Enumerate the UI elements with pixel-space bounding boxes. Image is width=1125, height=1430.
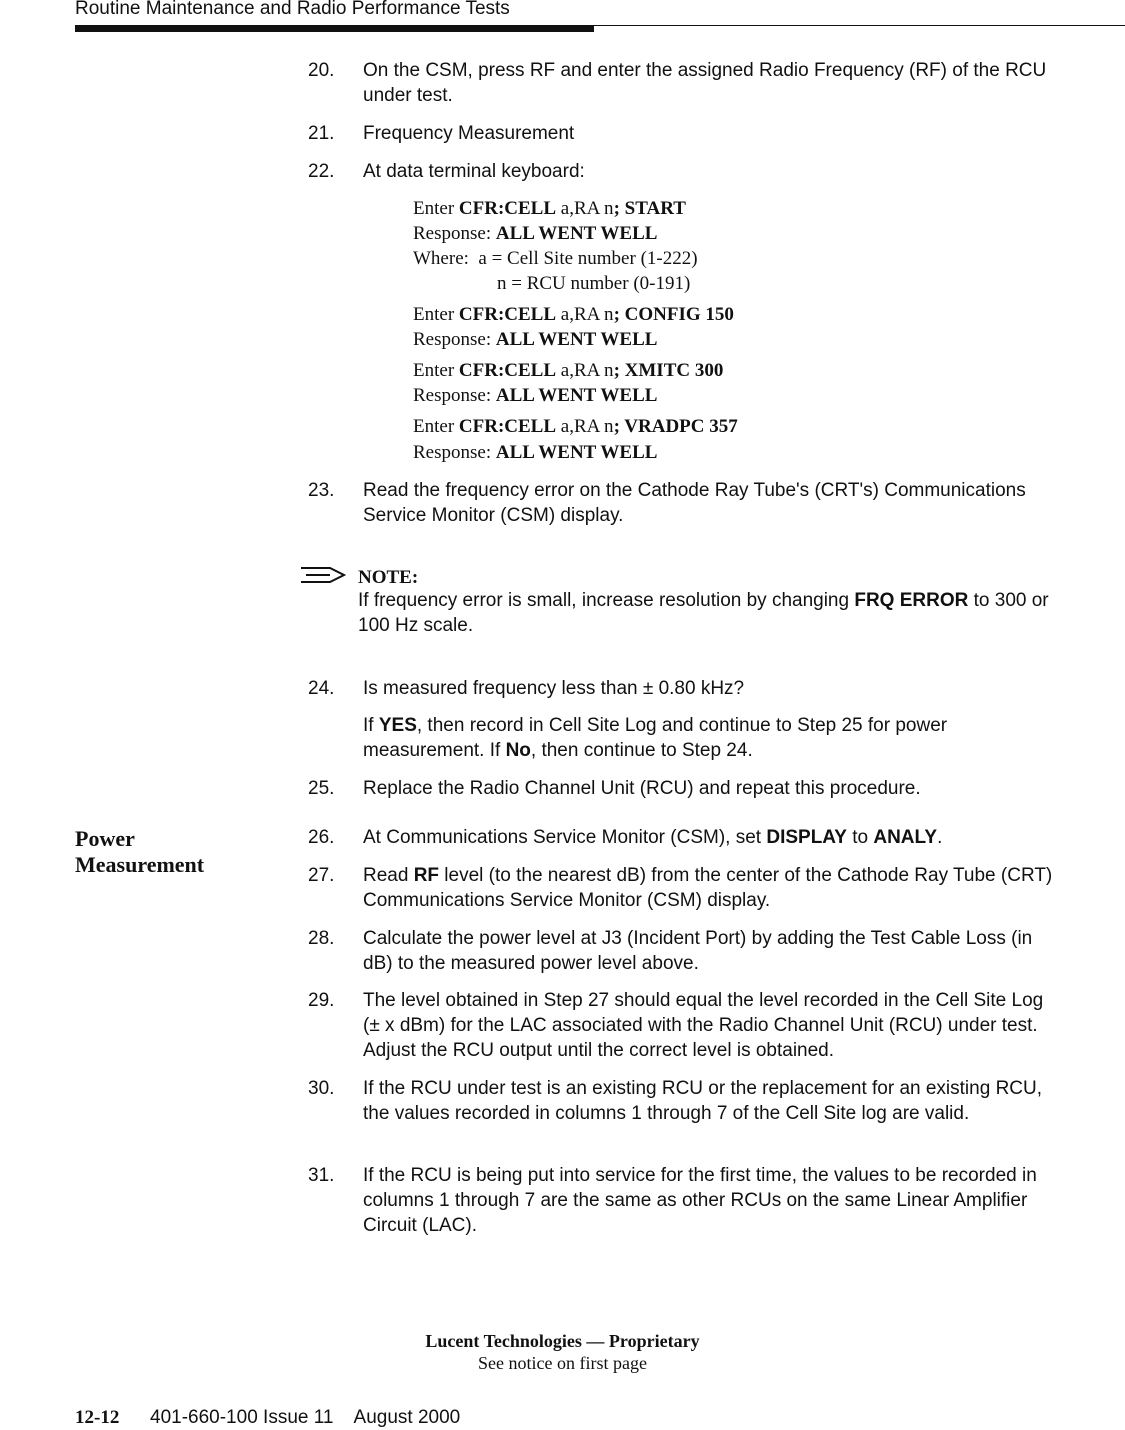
step-number: 26. — [308, 827, 335, 848]
command-prefix: CFR:CELL — [458, 416, 557, 437]
page-number: 12-12 — [75, 1407, 120, 1428]
command-prefix: CFR:CELL — [458, 198, 557, 219]
step-text: On the CSM, press RF and enter the assigned Radio Frequency (RF) of the RCU under test. — [363, 60, 1047, 106]
step-text: If the RCU is being put into service for the first time, the values to be recorded in columns 1 through 7 are the same as other RCUs on the same Linear Amplifier Circuit (LAC). — [363, 1165, 1037, 1236]
enter-label: Enter — [413, 416, 455, 437]
response-value: ALL WENT WELL — [495, 223, 658, 244]
command-line-1 — [413, 196, 686, 221]
response-line-1 — [413, 221, 657, 246]
command-args: a,RA n — [560, 416, 614, 437]
display-emphasis: DISPLAY — [766, 827, 847, 848]
step-number: 31. — [308, 1165, 335, 1186]
text-part: level (to the nearest dB) from the center of the Cathode Ray Tube (CRT) Communications Service Monitor (CSM) display. — [363, 865, 1053, 911]
step-text: Replace the Radio Channel Unit (RCU) and repeat this procedure. — [363, 778, 921, 799]
where-line-a — [413, 246, 698, 271]
proprietary-notice: Lucent Technologies — Proprietary — [425, 1331, 700, 1351]
no-emphasis: No — [505, 740, 531, 761]
step-text: If the RCU under test is an existing RCU or the replacement for an existing RCU, the values recorded in columns 1 through 7 of the Cell Site log are valid. — [363, 1078, 1043, 1124]
command-args: a,RA n — [560, 360, 614, 381]
response-value: ALL WENT WELL — [495, 442, 658, 463]
response-line-2 — [413, 327, 657, 352]
enter-label: Enter — [413, 198, 455, 219]
step-number: 21. — [308, 123, 335, 144]
note-text — [358, 588, 1058, 638]
step-text: Calculate the power level at J3 (Incident Port) by adding the Test Cable Loss (in dB) to the measured power level above. — [363, 928, 1033, 974]
yes-emphasis: YES — [378, 715, 417, 736]
rf-emphasis: RF — [413, 865, 440, 886]
note-label: NOTE: — [358, 567, 419, 588]
analy-emphasis: ANALY — [873, 827, 938, 848]
step-text — [363, 825, 1053, 850]
note-text-part: to 300 or 100 Hz scale. — [358, 590, 1049, 636]
response-line-4 — [413, 440, 657, 465]
response-label: Response: — [413, 329, 492, 350]
response-value: ALL WENT WELL — [495, 329, 658, 350]
header-bar — [75, 25, 594, 32]
text-part: to — [846, 827, 874, 848]
command-suffix: ; VRADPC 357 — [613, 416, 738, 437]
text-part: Read — [363, 865, 414, 886]
document-info: 401-660-100 Issue 11 August 2000 — [150, 1407, 461, 1428]
step-text: Frequency Measurement — [363, 123, 575, 144]
step-text — [363, 863, 1053, 913]
notice-reference: See notice on first page — [478, 1353, 647, 1373]
section-heading-line: Measurement — [75, 852, 205, 877]
step-number: 25. — [308, 778, 335, 799]
step-number: 30. — [308, 1078, 335, 1099]
command-prefix: CFR:CELL — [458, 360, 557, 381]
section-heading-line: Power — [75, 826, 135, 851]
command-line-2 — [413, 302, 734, 327]
response-value: ALL WENT WELL — [495, 385, 658, 406]
command-suffix: ; START — [613, 198, 686, 219]
note-emphasis: FRQ ERROR — [854, 590, 969, 611]
text-part: . — [937, 827, 943, 848]
response-label: Response: — [413, 223, 492, 244]
running-header: Routine Maintenance and Radio Performance Tests — [75, 0, 510, 19]
command-line-4 — [413, 414, 738, 439]
step-number: 24. — [308, 678, 335, 699]
step-24-detail — [363, 713, 1053, 763]
note-arrow-icon — [300, 566, 346, 584]
enter-label: Enter — [413, 304, 455, 325]
where-a-definition: a = Cell Site number (1-222) — [478, 248, 698, 269]
text-part: At Communications Service Monitor (CSM), set — [363, 827, 767, 848]
command-suffix: ; XMITC 300 — [613, 360, 724, 381]
step-number: 20. — [308, 60, 335, 81]
text-part: If — [363, 715, 379, 736]
where-label: Where: — [413, 248, 469, 269]
where-line-n: n = RCU number (0-191) — [497, 273, 691, 294]
response-label: Response: — [413, 442, 492, 463]
step-text: Is measured frequency less than ± 0.80 kHz? — [363, 678, 745, 699]
response-label: Response: — [413, 385, 492, 406]
step-number: 28. — [308, 928, 335, 949]
command-args: a,RA n — [560, 304, 614, 325]
text-part: , then continue to Step 24. — [530, 740, 753, 761]
enter-label: Enter — [413, 360, 455, 381]
step-number: 22. — [308, 161, 335, 182]
step-number: 27. — [308, 865, 335, 886]
command-args: a,RA n — [560, 198, 614, 219]
command-line-3 — [413, 358, 723, 383]
step-text: Read the frequency error on the Cathode Ray Tube's (CRT's) Communications Service Monitor (CSM) display. — [363, 480, 1026, 526]
step-text: The level obtained in Step 27 should equal the level recorded in the Cell Site Log (± x dBm) for the LAC associated with the Radio Channel Unit (RCU) under test. Adjust the RCU output until the correct level is obtained. — [363, 990, 1044, 1061]
response-line-3 — [413, 383, 657, 408]
command-prefix: CFR:CELL — [458, 304, 557, 325]
note-text-part: If frequency error is small, increase resolution by changing — [358, 590, 855, 611]
command-suffix: ; CONFIG 150 — [613, 304, 734, 325]
step-number: 29. — [308, 990, 335, 1011]
section-heading — [75, 826, 275, 878]
step-number: 23. — [308, 480, 335, 501]
step-text: At data terminal keyboard: — [363, 161, 585, 182]
text-part: , then record in Cell Site Log and continue to Step 25 for power measurement. If — [363, 715, 948, 761]
